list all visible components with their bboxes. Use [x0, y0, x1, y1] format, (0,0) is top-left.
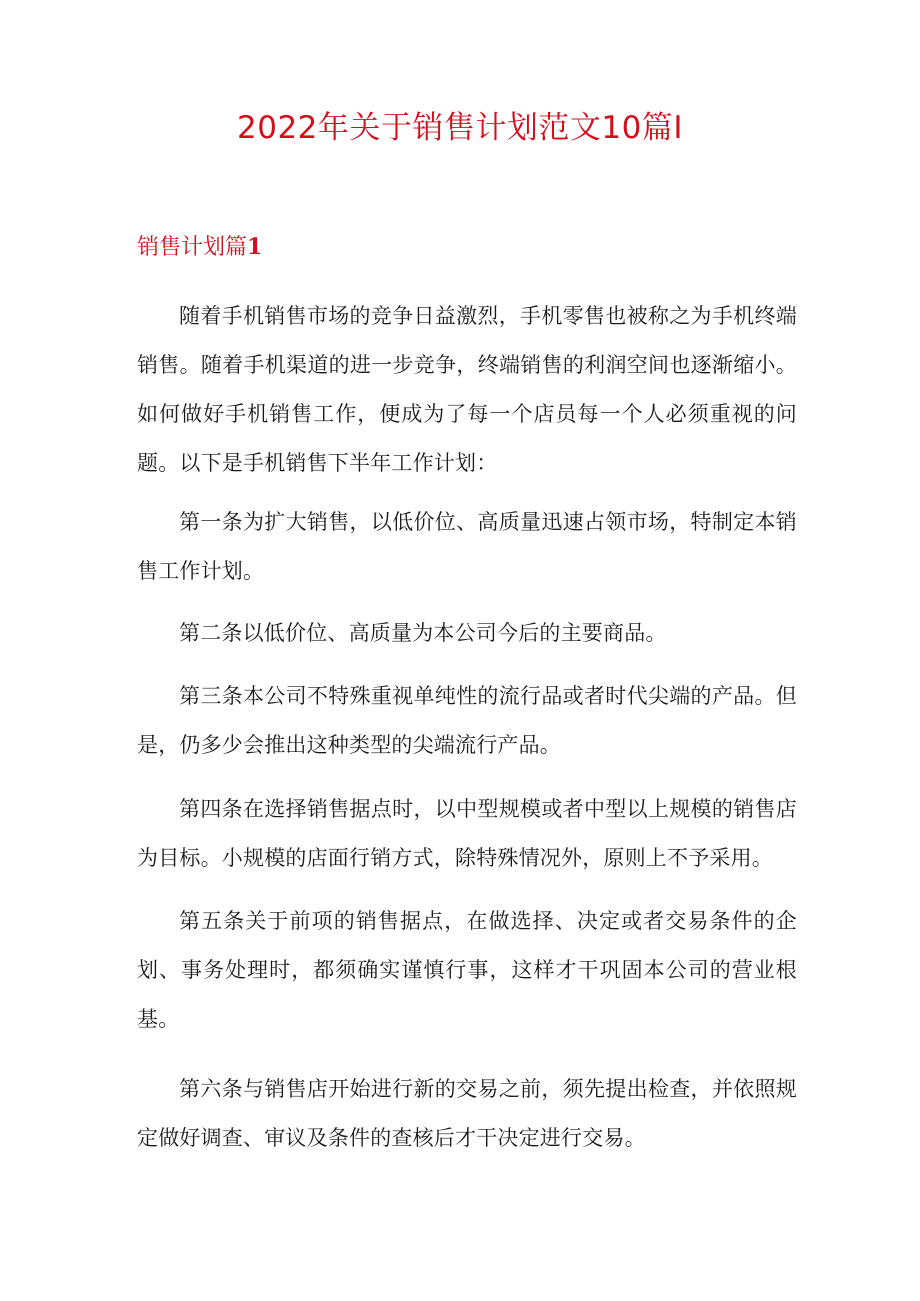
- section-heading-number: 1: [247, 234, 263, 260]
- paragraph-article-4: 第四条在选择销售据点时，以中型规模或者中型以上规模的销售店为目标。小规模的店面行销方式，除特殊情况外，原则上不予采用。: [137, 797, 797, 870]
- paragraph-article-1: 第一条为扩大销售，以低价位、高质量迅速占领市场，特制定本销售工作计划。: [137, 510, 797, 583]
- section-heading-text: 销售计划篇: [137, 235, 248, 260]
- document-title: 2022年关于销售计划范文10篇I: [237, 110, 683, 146]
- paragraph-intro: 随着手机销售市场的竞争日益激烈，手机零售也被称之为手机终端销售。随着手机渠道的进一步竞争，终端销售的利润空间也逐渐缩小。如何做好手机销售工作，便成为了每一个店员每一个人必须重视的问题。以下是手机销售下半年工作计划：: [137, 304, 797, 475]
- paragraph-article-6: 第六条与销售店开始进行新的交易之前，须先提出检查，并依照规定做好调查、审议及条件的查核后才干决定进行交易。: [137, 1077, 797, 1150]
- paragraph-article-5: 第五条关于前项的销售据点，在做选择、决定或者交易条件的企划、事务处理时，都须确实谨慎行事，这样才干巩固本公司的营业根基。: [137, 909, 797, 1031]
- section-heading: [137, 229, 262, 266]
- paragraph-article-2: 第二条以低价位、高质量为本公司今后的主要商品。: [179, 621, 667, 645]
- paragraph-article-3: 第三条本公司不特殊重视单纯性的流行品或者时代尖端的产品。但是，仍多少会推出这种类型的尖端流行产品。: [137, 684, 797, 757]
